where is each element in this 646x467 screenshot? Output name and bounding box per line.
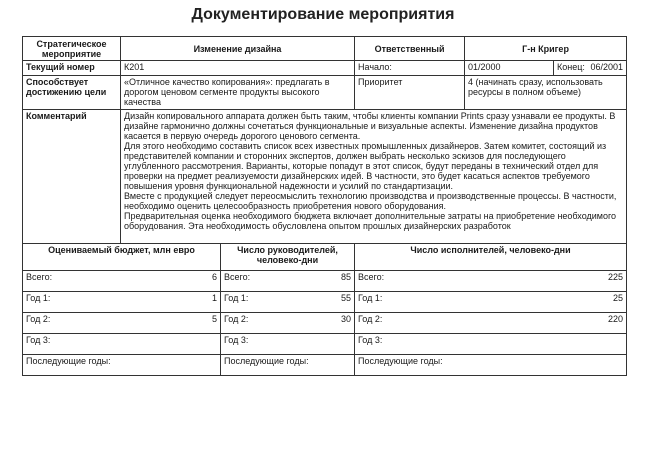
budget-value <box>121 355 221 376</box>
executors-row-label: Последующие годы: <box>355 355 465 376</box>
page-title: Документирование мероприятия <box>191 6 455 23</box>
budget-row <box>23 355 627 376</box>
budget-row-label: Последующие годы: <box>23 355 121 376</box>
managers-value: 55 <box>324 292 355 313</box>
comment-paragraph: Дизайн копировального аппарата должен быть таким, чтобы клиенты компании Prints сразу узнавали ее продукты. В дизайне гармонично должны сочетаться функциональные и визуальные аспекты. Изменение дизайна продуктов касается в первую очередь дорогого ценового сегмента. <box>124 111 616 141</box>
budget-row-label: Год 3: <box>23 334 121 355</box>
strategic-label: Стратегическое мероприятие <box>23 37 121 61</box>
budget-row-label: Год 1: <box>23 292 121 313</box>
budget-value: 1 <box>121 292 221 313</box>
start-label: Начало: <box>355 61 465 76</box>
executors-row-label: Год 1: <box>355 292 465 313</box>
executors-value: 225 <box>465 271 627 292</box>
goal-label: Способствует достижению цели <box>23 76 121 110</box>
budget-row-label: Всего: <box>23 271 121 292</box>
executors-header: Число исполнителей, человеко-дни <box>355 244 627 271</box>
executors-value <box>465 355 627 376</box>
budget-row <box>23 292 627 313</box>
comment-paragraph: Предварительная оценка необходимого бюджета включает дополнительные затраты на приобретение необходимого оборудования. Эта необходимость обусловлена опытом прошлых дизайнерских разработок <box>124 211 617 231</box>
responsible-value: Г-н Кригер <box>465 37 627 61</box>
budget-row <box>23 271 627 292</box>
end-label: Конец: <box>557 62 585 72</box>
budget-row-label: Год 2: <box>23 313 121 334</box>
managers-row-label: Год 3: <box>221 334 324 355</box>
executors-value: 25 <box>465 292 627 313</box>
start-value: 01/2000 <box>465 61 554 76</box>
goal-value: «Отличное качество копирования»: предлагать в дорогом ценовом сегменте продукты высокого качества <box>121 76 355 110</box>
budget-value <box>121 334 221 355</box>
budget-header: Оцениваемый бюджет, млн евро <box>23 244 221 271</box>
end-cell <box>554 61 627 76</box>
executors-row-label: Всего: <box>355 271 465 292</box>
managers-value: 85 <box>324 271 355 292</box>
responsible-label: Ответственный <box>355 37 465 61</box>
executors-row-label: Год 3: <box>355 334 465 355</box>
managers-value <box>324 334 355 355</box>
budget-value: 6 <box>121 271 221 292</box>
executors-row-label: Год 2: <box>355 313 465 334</box>
end-value: 06/2001 <box>590 62 624 72</box>
managers-row-label: Год 2: <box>221 313 324 334</box>
current-number-value: К201 <box>121 61 355 76</box>
managers-row-label: Последующие годы: <box>221 355 324 376</box>
comment-paragraph: Для этого необходимо составить список всех известных промышленных дизайнеров. Затем комитет, состоящий из представителей компании и сторонних экспертов, должен выбрать несколько эскизов для последующего углубленного рассмотрения. Варианты, которые попадут в этот список, будут переданы в технический отдел для проверки на предмет реализуемости дизайнерских идей. В частности, это будет касаться аспектов требуемого повышения уровня функциональной надежности и усилий по стандартизации. <box>124 141 607 191</box>
strategic-value: Изменение дизайна <box>121 37 355 61</box>
managers-value <box>324 355 355 376</box>
managers-value: 30 <box>324 313 355 334</box>
budget-row <box>23 334 627 355</box>
priority-value: 4 (начинать сразу, использовать ресурсы в полном объеме) <box>465 76 627 110</box>
event-form-table <box>22 36 627 376</box>
executors-value: 220 <box>465 313 627 334</box>
managers-row-label: Год 1: <box>221 292 324 313</box>
comment-label: Комментарий <box>23 110 121 244</box>
comment-paragraph: Вместе с продукцией следует переосмыслить технологию производства и производственные процессы. В частности, необходимо оценить целесообразность приобретения нового оборудования. <box>124 191 617 211</box>
managers-row-label: Всего: <box>221 271 324 292</box>
managers-header: Число руководителей, человеко-дни <box>221 244 355 271</box>
comment-text <box>121 110 627 244</box>
priority-label: Приоритет <box>355 76 465 110</box>
executors-value <box>465 334 627 355</box>
budget-value: 5 <box>121 313 221 334</box>
budget-row <box>23 313 627 334</box>
current-number-label: Текущий номер <box>23 61 121 76</box>
